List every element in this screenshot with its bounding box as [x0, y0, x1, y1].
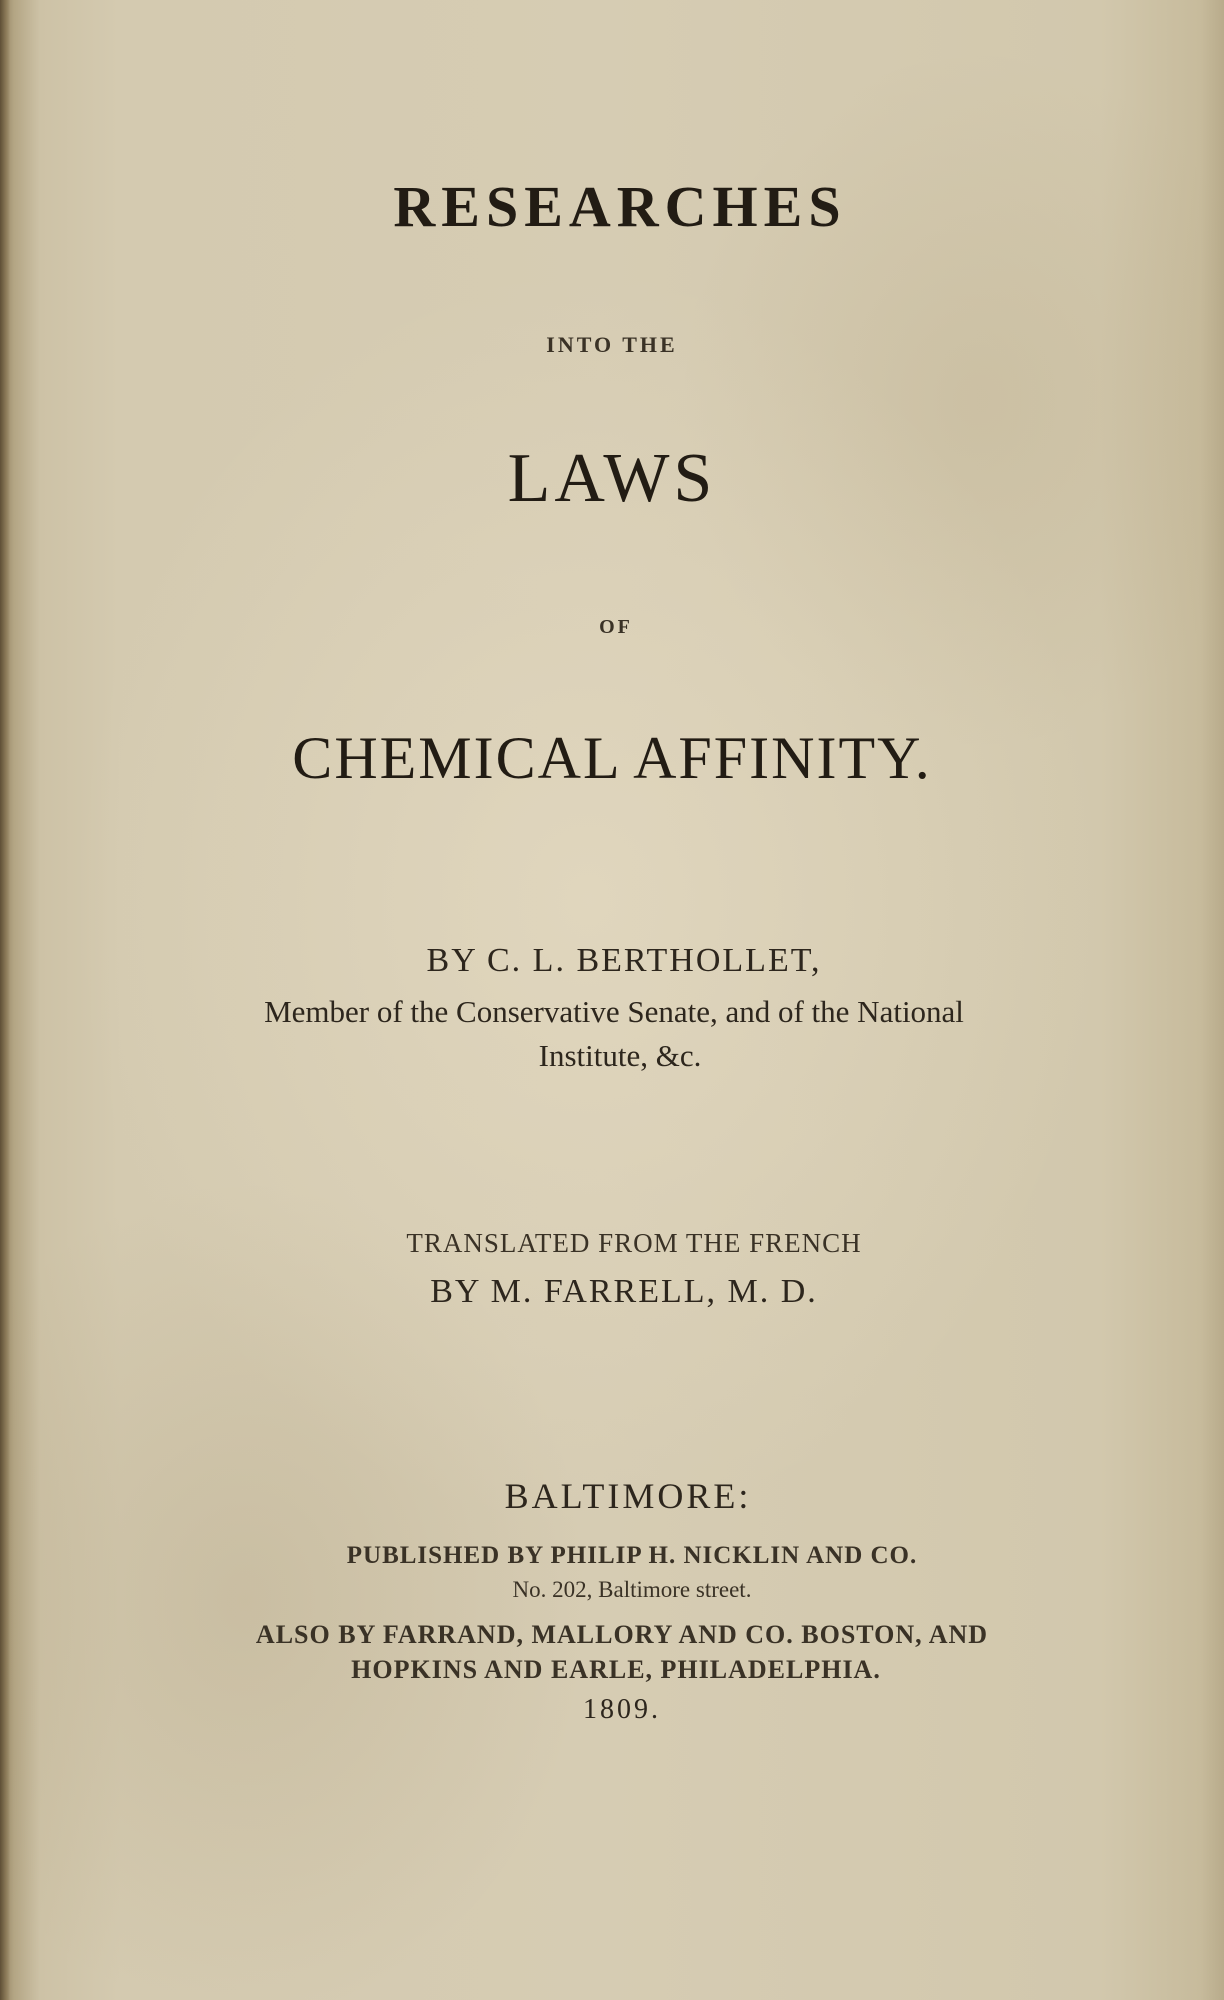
imprint-year: 1809.: [583, 1694, 661, 1725]
imprint-publisher: PUBLISHED BY PHILIP H. NICKLIN AND CO.: [346, 1542, 918, 1569]
imprint-city: BALTIMORE:: [504, 1476, 752, 1516]
title-researches: RESEARCHES: [393, 174, 847, 239]
translator-line: BY M. FARRELL, M. D.: [430, 1273, 818, 1310]
author-affiliation-line-1: Member of the Conservative Senate, and of the National: [264, 994, 964, 1029]
author-affiliation-line-2: Institute, &c.: [538, 1038, 702, 1073]
title-laws: LAWS: [507, 440, 717, 517]
author-line: BY C. L. BERTHOLLET,: [426, 942, 822, 979]
imprint-address: No. 202, Baltimore street.: [512, 1577, 752, 1602]
imprint-also-line-2: HOPKINS AND EARLE, PHILADELPHIA.: [351, 1655, 881, 1684]
translation-note: TRANSLATED FROM THE FRENCH: [406, 1228, 862, 1258]
title-of: OF: [599, 616, 633, 638]
imprint-also-line-1: ALSO BY FARRAND, MALLORY AND CO. BOSTON, AND: [255, 1620, 989, 1649]
title-into-the: INTO THE: [546, 332, 678, 357]
title-chemical-affinity: CHEMICAL AFFINITY.: [292, 725, 932, 791]
